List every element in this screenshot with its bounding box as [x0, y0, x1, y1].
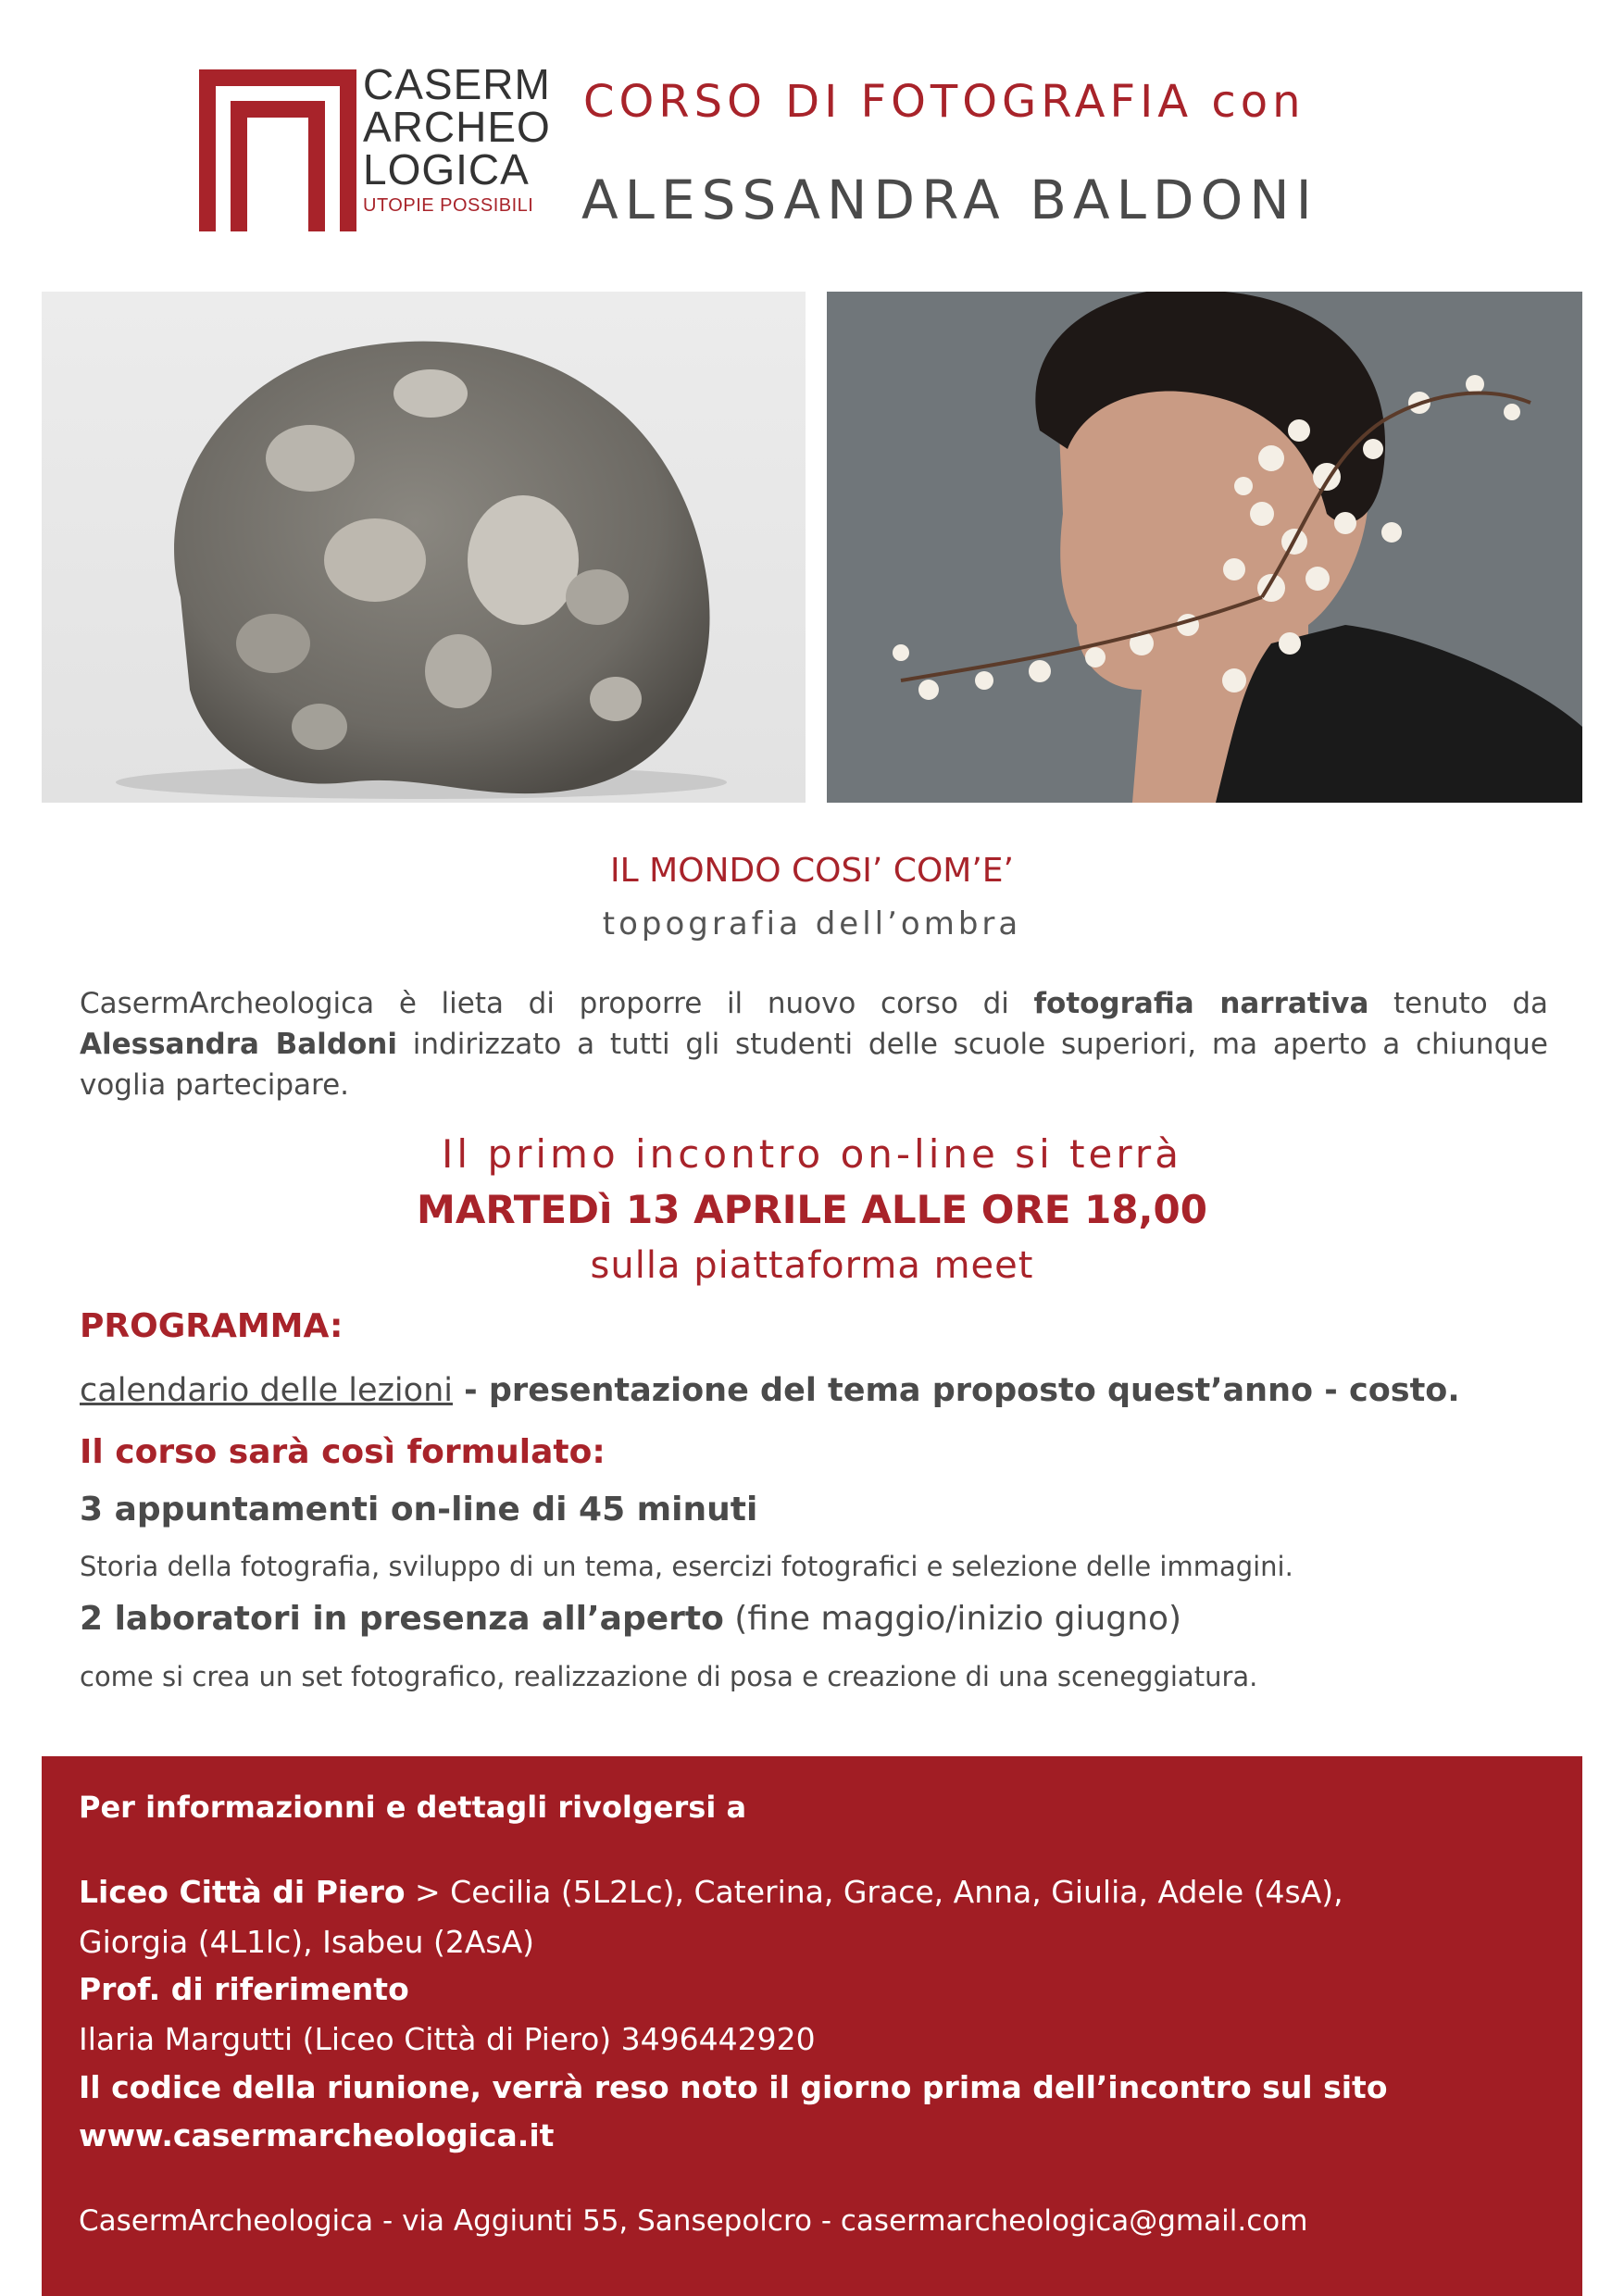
- section-title: IL MONDO COSI’ COM’E’: [610, 852, 1014, 890]
- program-heading: PROGRAMMA:: [80, 1307, 344, 1345]
- fossil-shell-rock-icon: [42, 292, 806, 803]
- logo-tagline: UTOPIE POSSIBILI: [363, 195, 534, 216]
- website-link[interactable]: www.casermarcheologica.it: [79, 2117, 555, 2153]
- intro-text-1: CasermArcheologica è lieta di proporre il nuovo corso di: [80, 987, 1034, 1020]
- event-date: MARTEDì 13 APRILE ALLE ORE 18,00: [417, 1187, 1207, 1232]
- info-box: [42, 1756, 1582, 2296]
- school-students: > Cecilia (5L2Lc), Caterina, Grace, Anna, Giulia, Adele (4sA),: [405, 1874, 1343, 1910]
- course-title: CORSO DI FOTOGRAFIA con: [583, 76, 1305, 128]
- prof-heading: Prof. di riferimento: [79, 1971, 409, 2007]
- calendar-link[interactable]: calendario delle lezioni: [80, 1372, 453, 1409]
- logo-mark-icon: [199, 69, 356, 231]
- portrait-photo: [827, 292, 1582, 803]
- intro-text-3: indirizzato a tutti gli studenti delle scuole superiori, ma aperto a chiunque voglia partecipare.: [80, 1028, 1548, 1102]
- meeting-code-note: Il codice della riunione, verrà reso noto il giorno prima dell’incontro sul sito: [79, 2069, 1388, 2105]
- school-students-2: Giorgia (4L1lc), Isabeu (2AsA): [79, 1924, 535, 1960]
- section-subtitle: topografia dell’ombra: [602, 905, 1022, 942]
- program-line-rest: - presentazione del tema proposto quest’anno - costo.: [452, 1372, 1460, 1409]
- intro-bold-2: Alessandra Baldoni: [80, 1028, 397, 1061]
- intro-paragraph: [80, 983, 1548, 1105]
- logo-line-3: LOGICA: [363, 145, 530, 193]
- lab-heading-bold: 2 laboratori in presenza all’aperto: [80, 1600, 724, 1638]
- fossil-photo: [42, 292, 806, 803]
- school-name: Liceo Città di Piero: [79, 1874, 406, 1910]
- online-description: Storia della fotografia, sviluppo di un tema, esercizi fotografici e selezione delle immagini.: [80, 1551, 1293, 1582]
- logo-line-2: ARCHEO: [363, 103, 551, 151]
- school-line: [79, 1874, 1343, 1910]
- info-heading: Per informazionni e dettagli rivolgersi a: [79, 1790, 747, 1825]
- program-line: [80, 1372, 1460, 1409]
- teacher-name: ALESSANDRA BALDONI: [581, 168, 1318, 231]
- logo-line-1: CASERM: [363, 60, 551, 108]
- lab-description: come si crea un set fotografico, realizzazione di posa e creazione di una sceneggiatura.: [80, 1661, 1258, 1692]
- portrait-with-flowers-icon: [827, 292, 1582, 803]
- event-line-1: Il primo incontro on-line si terrà: [442, 1131, 1182, 1177]
- prof-name: Ilaria Margutti (Liceo Città di Piero) 3496442920: [79, 2021, 816, 2057]
- lab-heading-rest: (fine maggio/inizio giugno): [723, 1600, 1182, 1638]
- formula-heading: Il corso sarà così formulato:: [80, 1433, 606, 1471]
- intro-text-2: tenuto da: [1368, 987, 1548, 1020]
- lab-heading: [80, 1600, 1181, 1638]
- intro-bold-1: fotografia narrativa: [1033, 987, 1369, 1020]
- event-platform: sulla piattaforma meet: [590, 1244, 1034, 1287]
- footer-address: CasermArcheologica - via Aggiunti 55, Sansepolcro - casermarcheologica@gmail.com: [79, 2204, 1308, 2238]
- logo-wordmark: [363, 60, 551, 216]
- online-heading: 3 appuntamenti on-line di 45 minuti: [80, 1491, 758, 1529]
